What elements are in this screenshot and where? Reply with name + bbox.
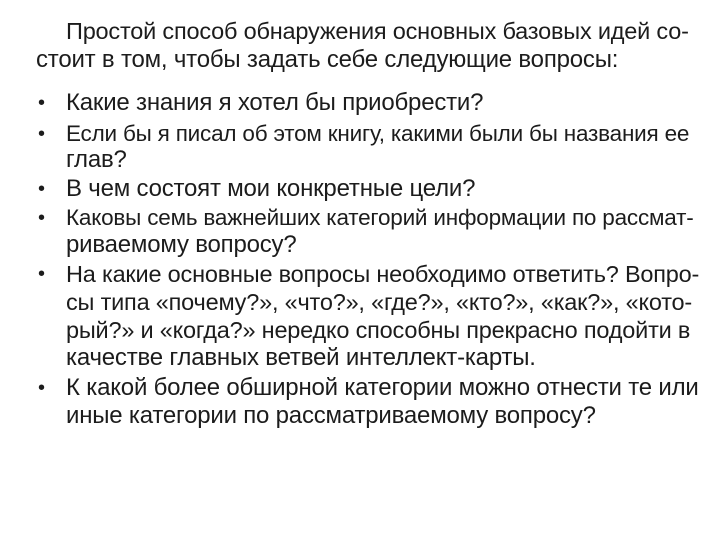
list-item-2-line-1: Если бы я писал об этом книгу, какими были бы названия ее [66, 121, 690, 146]
list-item-3-line-1: В чем состоят мои конкретные цели? [66, 175, 476, 202]
list-item-1-line-1: Какие знания я хотел бы приобрести? [66, 89, 484, 116]
list-item-5-line-1: На какие основные вопросы необходимо ответить? Вопро- [66, 261, 700, 287]
bullet-marker: • [38, 92, 46, 114]
intro-line-2: стоит в том, чтобы задать себе следующие вопросы: [36, 46, 619, 73]
list-item-5-line-3: рый?» и «когда?» нередко способны прекрасно подойти в [66, 317, 691, 343]
bullet-marker: • [38, 178, 46, 200]
list-item-5-line-2: сы типа «почему?», «что?», «где?», «кто?», «как?», «кото- [66, 289, 693, 315]
bullet-marker: • [38, 377, 46, 399]
bullet-marker: • [38, 263, 46, 285]
list-item-6-line-1: К какой более обширной категории можно отнести те или [66, 374, 699, 401]
list-item-4-line-1: Каковы семь важнейших категорий информации по рассмат- [66, 205, 694, 230]
bullet-marker: • [38, 123, 46, 145]
bullet-marker: • [38, 207, 46, 229]
list-item-6-line-2: иные категории по рассматриваемому вопросу? [66, 402, 596, 429]
intro-line-1: Простой способ обнаружения основных базовых идей со- [66, 18, 689, 44]
list-item-5-line-4: качестве главных ветвей интеллект-карты. [66, 344, 536, 371]
list-item-2-line-2: глав? [66, 146, 127, 173]
list-item-4-line-2: риваемому вопросу? [66, 231, 297, 258]
